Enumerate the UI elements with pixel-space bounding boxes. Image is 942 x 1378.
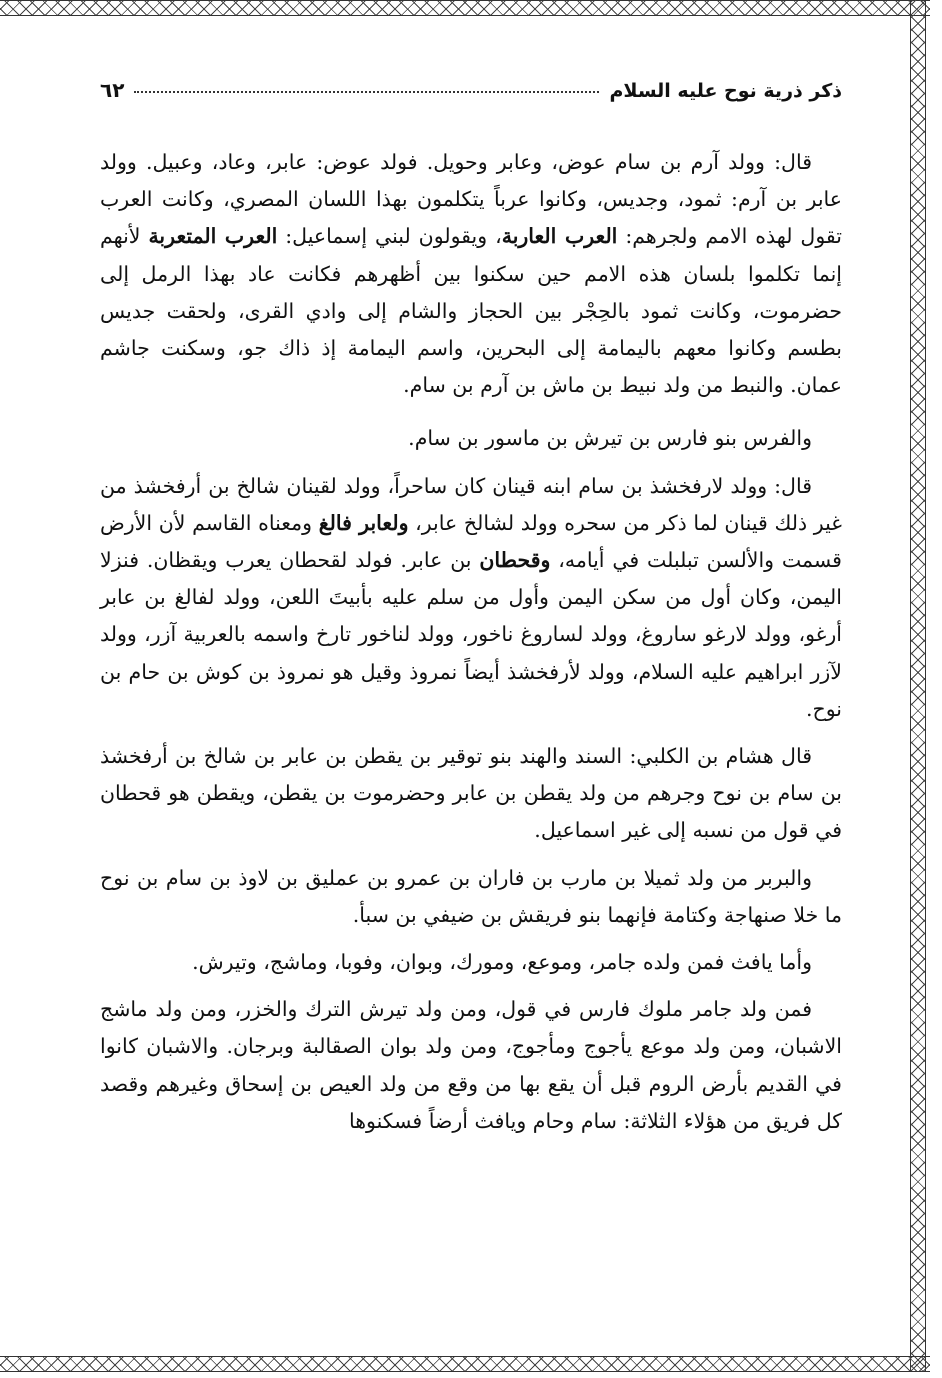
decorative-border-right <box>910 0 926 1372</box>
running-header <box>100 78 842 118</box>
body-text <box>100 144 842 1140</box>
bold-term: العرب العاربة <box>501 224 618 249</box>
paragraph <box>100 738 842 850</box>
paragraph <box>100 144 842 404</box>
text-segment: والبربر من ولد ثميلا بن مارب بن فاران بن عمرو بن عمليق بن لاوذ بن سام بن نوح ما خلا صنهاجة وكتامة فإنهما بنو فريقش بن ضيفي بن سبأ. <box>100 865 842 927</box>
paragraph <box>100 944 842 981</box>
book-page <box>100 78 842 1348</box>
text-segment: قال: وولد آرم بن سام عوض، وعابر وحويل. فولد عوض: عابر، وعاد، وعبيل. وولد عابر بن آرم: ثمود، وجديس، وكانوا عرباً يتكلمون بهذا اللسان المصري، وكانت العرب تقول لهذه الامم ولجرهم: <box>100 150 842 249</box>
text-segment: والفرس بنو فارس بن تيرش بن ماسور بن سام. <box>408 426 812 451</box>
paragraph <box>100 468 842 728</box>
text-segment: فمن ولد جامر ملوك فارس في قول، ومن ولد تيرش الترك والخزر، ومن ولد ماشج الاشبان، ومن ولد موعع يأجوج ومأجوج، ومن ولد بوان الصقالبة وبرجان. والاشبان كانوا في القديم بأرض الروم قبل أن يقع بها من وقع من ولد العيص بن إسحاق وغيرهم وقصد كل فريق من هؤلاء الثلاثة: سام وحام ويافث أرضاً فسكنوها <box>100 997 842 1133</box>
text-segment: قال: وولد لارفخشذ بن سام ابنه قينان كان ساحراً، وولد لقينان شالخ بن أرفخشذ من غير ذلك قينان لما ذكر من سحره وولد لشالخ عابر، <box>100 473 842 535</box>
text-segment: قال هشام بن الكلبي: السند والهند بنو توقير بن يقطن بن عابر بن شالخ بن أرفخشذ بن سام بن نوح وجرهم من ولد يقطن بن عابر وحضرموت بن يقطن، ويقطن هو قحطان في قول من نسبه إلى غير اسماعيل. <box>100 744 842 843</box>
paragraph <box>100 420 842 457</box>
text-segment: بن عابر. فولد لقحطان يعرب ويقظان. فنزلا اليمن، وكان أول من سكن اليمن وأول من سلم عليه بأبيتَ اللعن، وولد لفالغ بن عابر أرغو، وولد لارغو ساروغ، وولد لساروغ ناخور، وولد لناخور تارخ واسمه بالعربية آزر، وولد لآزر ابراهيم عليه السلام، وولد لأرفخشذ أيضاً نمروذ وقيل هو نمروذ بن كوش بن حام بن نوح. <box>100 548 842 721</box>
bold-term: وقحطان <box>479 548 551 573</box>
paragraph <box>100 860 842 934</box>
bold-term: ولعابر فالغ <box>318 510 409 535</box>
text-segment: ومعناه القاسم لأن الأرض قسمت والألسن تبلبلت في أيامه، <box>100 510 842 573</box>
bold-term: العرب المتعربة <box>148 224 278 249</box>
paragraph <box>100 991 842 1140</box>
decorative-border-bottom <box>0 1356 930 1372</box>
chapter-title: ذكر ذرية نوح عليه السلام <box>609 80 842 102</box>
dotted-leader <box>134 91 599 93</box>
text-segment: وأما يافث فمن ولده جامر، وموعع، ومورك، وبوان، وفوبا، وماشج، وتيرش. <box>192 950 812 975</box>
text-segment: لأنهم إنما تكلموا بلسان هذه الامم حين سكنوا بين أظهرهم فكانت عاد بهذا الرمل إلى حضرموت، وكانت ثمود بالحِجْر بين الحجاز والشام إلى وادي القرى، ولحقت جديس بطسم وكانوا معهم باليمامة إلى البحرين، واسم اليمامة إذ ذاك جو، وسكنت جاشم عمان. والنبط من ولد نبيط بن ماش بن آرم بن سام. <box>100 224 842 398</box>
page-number: ٦٢ <box>100 78 125 102</box>
decorative-border-top <box>0 0 930 16</box>
text-segment: ، ويقولون لبني إسماعيل: <box>277 224 502 249</box>
